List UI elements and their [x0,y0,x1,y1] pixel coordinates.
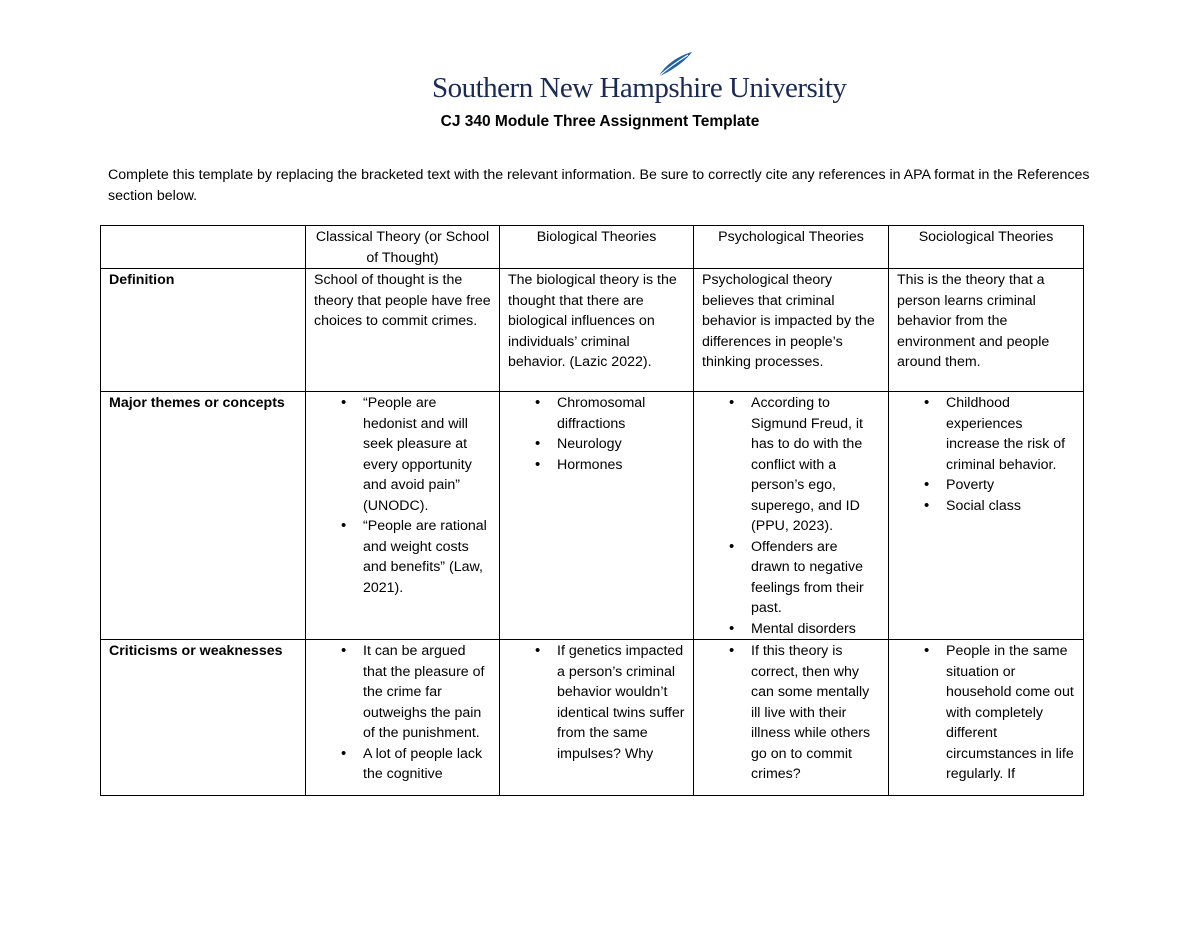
table-cell: The biological theory is the thought that there are biological influences on individuals’ criminal behavior. (Lazic 2022). [500,269,694,392]
bullet-item: • A lot of people lack the cognitive [314,744,491,785]
bullet-item: • It can be argued that the pleasure of the crime far outweighs the pain of the punishment. [314,641,491,744]
bullet-item: • Hormones [508,455,685,476]
bullet-list [314,641,491,785]
bullet-list [702,393,880,639]
bullet-item: • Mental disorders [702,619,880,640]
theories-table [100,225,1084,796]
bullet-list [508,393,685,475]
bullet-item: • Childhood experiences increase the risk of criminal behavior. [897,393,1075,475]
table-cell: Psychological theory believes that criminal behavior is impacted by the differences in people’s thinking processes. [694,269,889,392]
table-cell [889,392,1084,640]
table-cell [694,392,889,640]
bullet-item: • If this theory is correct, then why can some mentally ill live with their illness while others go on to commit crimes? [702,641,880,785]
bullet-list [702,641,880,785]
bullet-list [508,641,685,764]
bullet-list [897,393,1075,516]
table-row [101,392,1084,640]
row-header: Criticisms or weaknesses [101,640,306,796]
bullet-item: • “People are hedonist and will seek pleasure at every opportunity and avoid pain” (UNODC). [314,393,491,516]
row-header: Definition [101,269,306,392]
table-row [101,269,1084,392]
column-header: Biological Theories [500,226,694,269]
leaf-feather-icon [654,50,694,80]
bullet-list [897,641,1075,785]
bullet-item: • Chromosomal diffractions [508,393,685,434]
column-header: Psychological Theories [694,226,889,269]
instructions-paragraph: Complete this template by replacing the bracketed text with the relevant information. Be sure to correctly cite any references in APA format in the References section below. [108,167,1090,204]
bullet-item: • Poverty [897,475,1075,496]
column-header: Sociological Theories [889,226,1084,269]
university-name: Southern New Hampshire University [432,72,847,104]
bullet-item: • Social class [897,496,1075,517]
bullet-item: • People in the same situation or household come out with completely different circumstances in life regularly. If [897,641,1075,785]
row-header: Major themes or concepts [101,392,306,640]
bullet-item: • According to Sigmund Freud, it has to do with the conflict with a person’s ego, superego, and ID (PPU, 2023). [702,393,880,537]
table-header-row [101,226,1084,269]
university-logo [432,50,847,106]
table-cell: School of thought is the theory that people have free choices to commit crimes. [306,269,500,392]
table-cell [500,640,694,796]
bullet-item: • If genetics impacted a person’s criminal behavior wouldn’t identical twins suffer from the same impulses? Why [508,641,685,764]
table-cell [889,640,1084,796]
table-cell [306,640,500,796]
bullet-item: • “People are rational and weight costs and benefits” (Law, 2021). [314,516,491,598]
bullet-list [314,393,491,598]
table-cell [500,392,694,640]
table-cell [694,640,889,796]
column-header: Classical Theory (or School of Thought) [306,226,500,269]
bullet-item: • Neurology [508,434,685,455]
bullet-item: • Offenders are drawn to negative feelings from their past. [702,537,880,619]
table-row [101,640,1084,796]
table-cell: This is the theory that a person learns criminal behavior from the environment and people around them. [889,269,1084,392]
table-cell [306,392,500,640]
header-corner-cell [101,226,306,269]
document-title: CJ 340 Module Three Assignment Template [440,113,760,130]
